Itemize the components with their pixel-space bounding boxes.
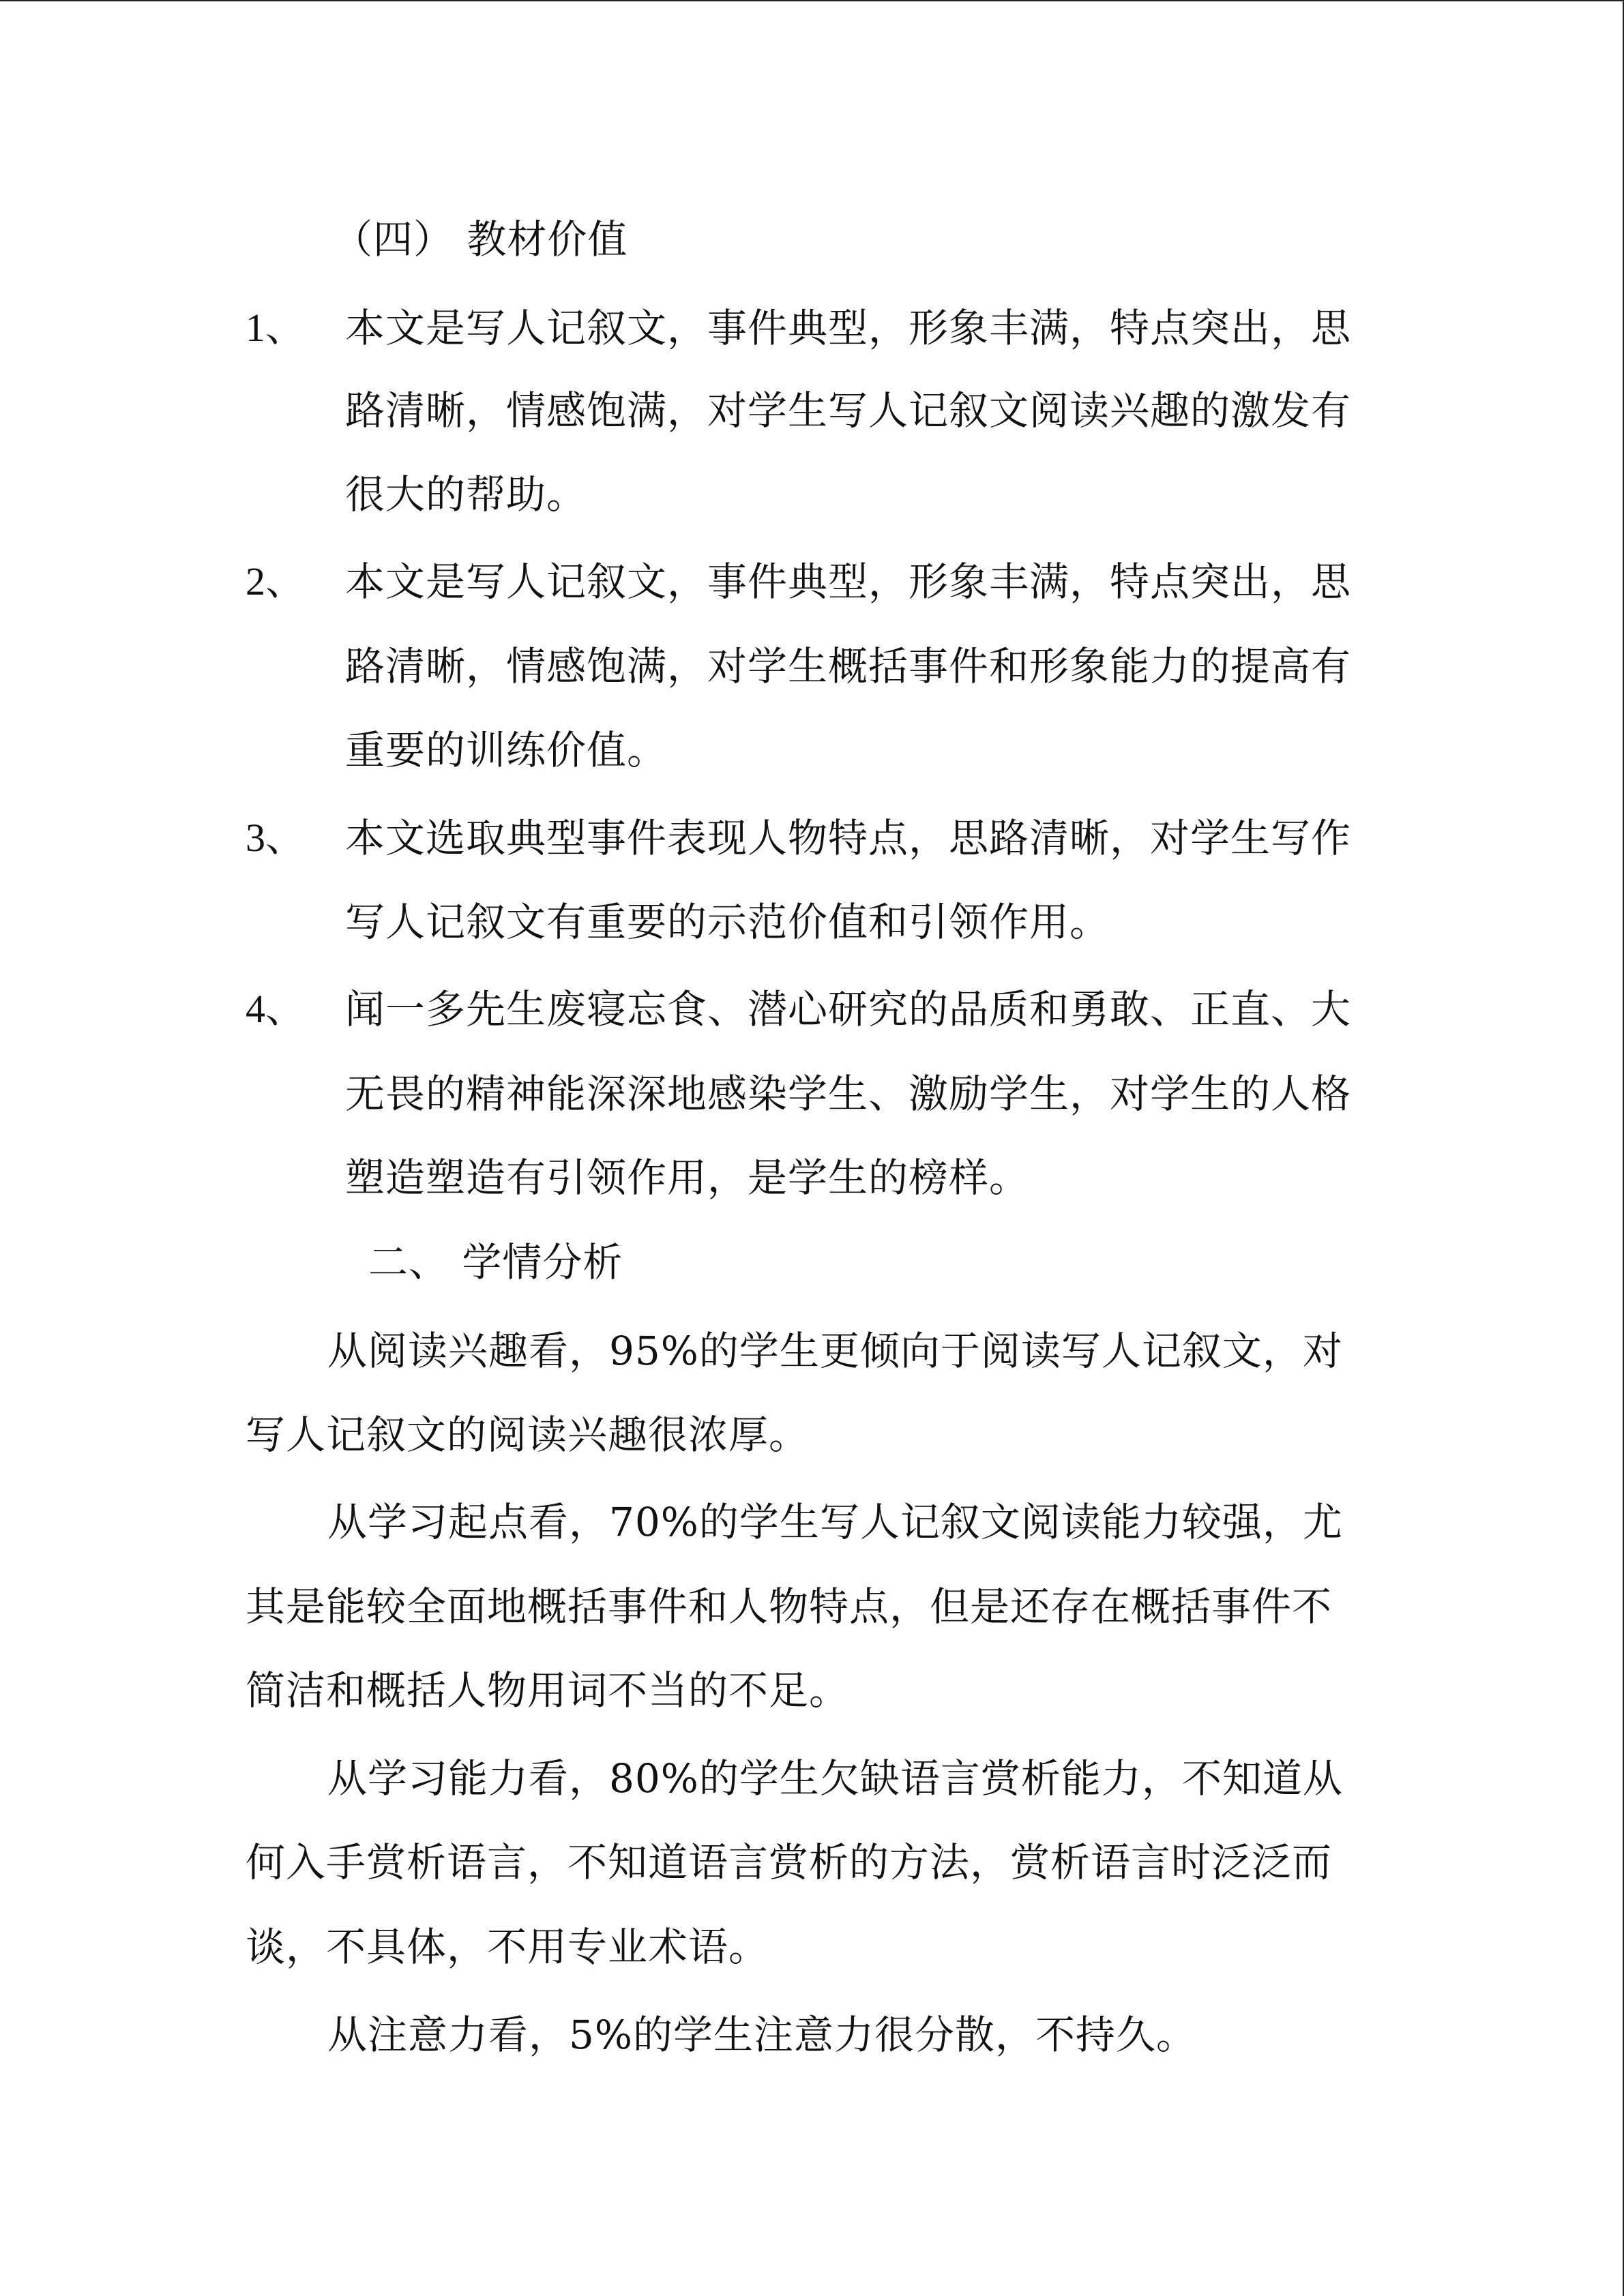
paragraph-line: 从学习起点看，70%的学生写人记叙文阅读能力较强，尤 bbox=[327, 1499, 1343, 1545]
list-item-line: 路清晰，情感饱满，对学生写人记叙文阅读兴趣的激发有 bbox=[345, 387, 1352, 434]
list-item-line: 本文是写人记叙文，事件典型，形象丰满，特点突出，思 bbox=[345, 305, 1352, 351]
list-item-line: 闻一多先生废寝忘食、潜心研究的品质和勇敢、正直、大 bbox=[345, 986, 1352, 1032]
list-item-line: 写人记叙文有重要的示范价值和引领作用。 bbox=[345, 899, 1110, 945]
list-item-line: 本文选取典型事件表现人物特点，思路清晰，对学生写作 bbox=[345, 815, 1352, 861]
paragraph-line: 谈，不具体，不用专业术语。 bbox=[246, 1924, 769, 1970]
list-item-number: 1、 bbox=[246, 305, 306, 350]
paragraph-line: 从阅读兴趣看，95%的学生更倾向于阅读写人记叙文，对 bbox=[327, 1328, 1343, 1374]
list-item-number: 3、 bbox=[246, 816, 306, 860]
list-item-number: 4、 bbox=[246, 987, 306, 1031]
section-heading-materials-value: （四） 教材价值 bbox=[333, 216, 628, 263]
list-item-line: 塑造塑造有引领作用，是学生的榜样。 bbox=[345, 1154, 1030, 1201]
paragraph-line: 从注意力看，5%的学生注意力很分散，不持久。 bbox=[327, 2012, 1197, 2058]
paragraph-line: 写人记叙文的阅读兴趣很浓厚。 bbox=[246, 1412, 810, 1458]
list-item-line: 很大的帮助。 bbox=[345, 471, 587, 518]
list-item-line: 无畏的精神能深深地感染学生、激励学生，对学生的人格 bbox=[345, 1071, 1352, 1117]
section-heading-learning-analysis: 二、 学情分析 bbox=[368, 1239, 623, 1285]
list-item-line: 重要的训练价值。 bbox=[345, 727, 668, 773]
list-item-number: 2、 bbox=[246, 559, 306, 603]
list-item-line: 路清晰，情感饱满，对学生概括事件和形象能力的提高有 bbox=[345, 643, 1352, 689]
paragraph-line: 何入手赏析语言，不知道语言赏析的方法，赏析语言时泛泛而 bbox=[246, 1839, 1333, 1885]
paragraph-line: 简洁和概括人物用词不当的不足。 bbox=[246, 1667, 850, 1714]
paragraph-line: 从学习能力看，80%的学生欠缺语言赏析能力，不知道从 bbox=[327, 1755, 1343, 1802]
list-item-line: 本文是写人记叙文，事件典型，形象丰满，特点突出，思 bbox=[345, 558, 1352, 605]
paragraph-line: 其是能较全面地概括事件和人物特点，但是还存在概括事件不 bbox=[246, 1583, 1333, 1630]
